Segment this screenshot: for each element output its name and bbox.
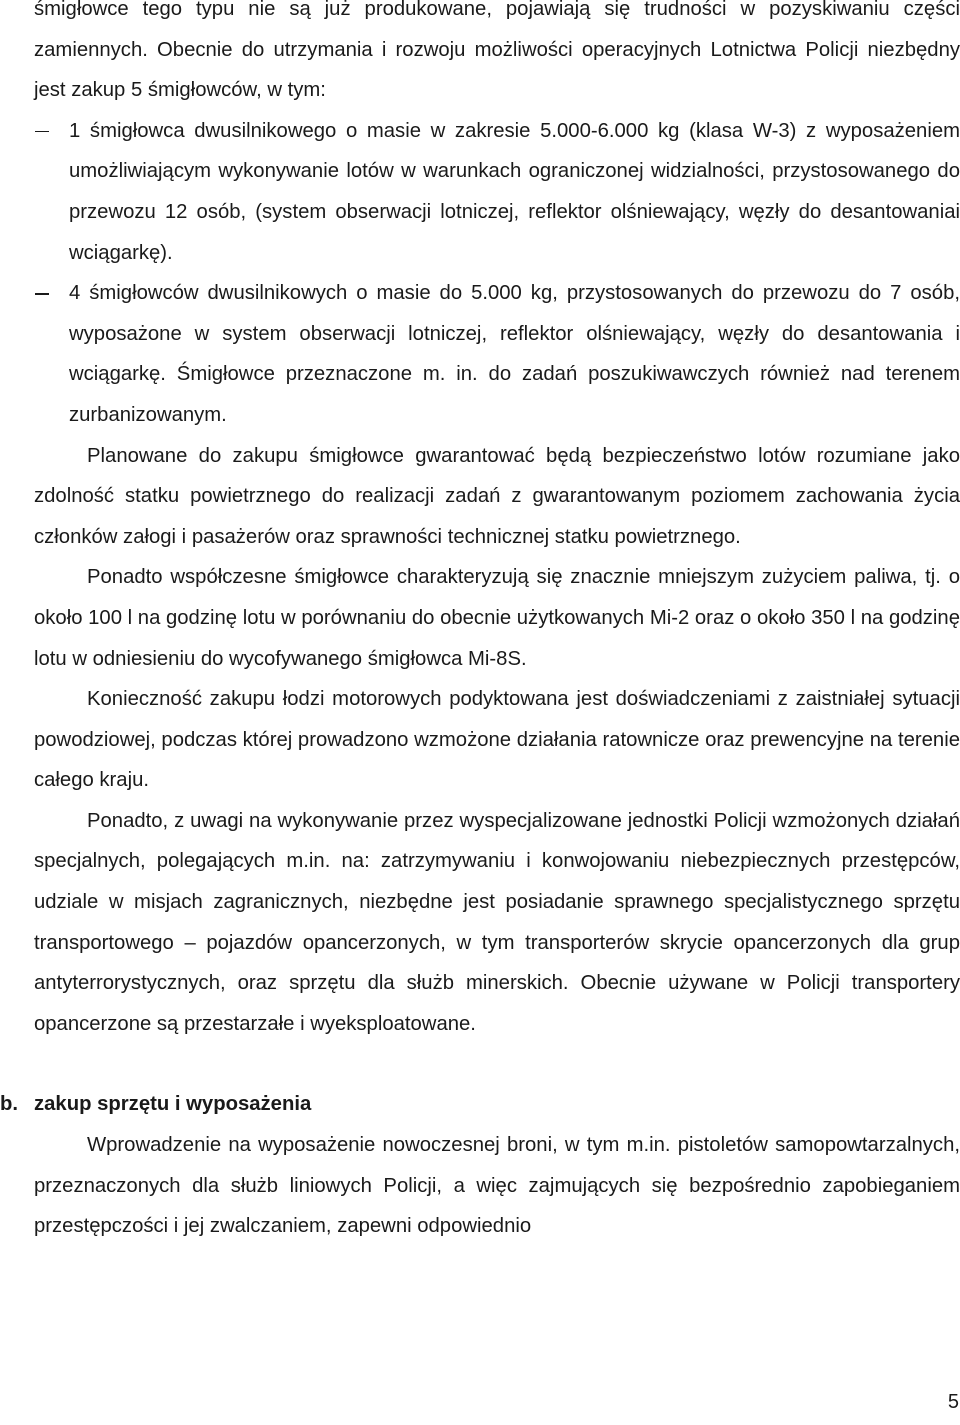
paragraph-weapons: Wprowadzenie na wyposażenie nowoczesnej broni, w tym m.in. pistoletów samopowtarzalnych, przeznaczonych dla służb liniowych Policji, a więc zajmujących się bezpośrednio zapobieganiem przestępczości i jej zwalczaniem, zapewni odpowiednio: [34, 1134, 960, 1238]
helicopter-list: [34, 111, 960, 436]
page-number: 5: [947, 1391, 959, 1413]
section-label: b.: [0, 1093, 19, 1116]
list-item-text: 4 śmigłowców dwusilnikowych o masie do 5.000 kg, przystosowanych do przewozu do 7 osób, wyposażone w system obserwacji lotniczej, reflektor olśniewający, węzły do desantowania i wciągarkę. Śmigłowce przeznaczone m. in. do zadań poszukiwawczych również nad terenem zurbanizowanym.: [69, 282, 960, 426]
paragraph-intro: śmigłowce tego typu nie są już produkowane, pojawiają się trudności w pozyskiwaniu części zamiennych. Obecnie do utrzymania i rozwoju możliwości operacyjnych Lotnictwa Policji niezbędny jest zakup 5 śmigłowców, w tym:: [34, 0, 960, 102]
section-heading-b: [0, 1084, 926, 1125]
paragraph-vehicles: Ponadto, z uwagi na wykonywanie przez wyspecjalizowane jednostki Policji wzmożonych działań specjalnych, polegających m.in. na: zatrzymywaniu i konwojowaniu niebezpiecznych przestępców, udziale w misjach zagranicznych, niezbędne jest posiadanie sprawnego specjalistycznego sprzętu transportowego – pojazdów opancerzonych, w tym transporterów skrycie opancerzonych dla grup antyterrorystycznych, oraz sprzętu dla służb minerskich. Obecnie używane w Policji transportery opancerzone są przestarzałe i wyeksploatowane.: [34, 809, 960, 1035]
list-item: [34, 111, 960, 273]
section-title: zakup sprzętu i wyposażenia: [34, 1093, 312, 1116]
paragraph-boats: Konieczność zakupu łodzi motorowych podyktowana jest doświadczeniami z zaistniałej sytuacji powodziowej, podczas której prowadzono wzmożone działania ratownicze oraz prewencyjne na terenie całego kraju.: [34, 688, 960, 792]
list-item-text: 1 śmigłowca dwusilnikowego o masie w zakresie 5.000-6.000 kg (klasa W-3) z wyposażeniem umożliwiającym wykonywanie lotów w warunkach ograniczonej widzialności, przystosowanego do przewozu 12 osób, (system obserwacji lotniczej, reflektor olśniewający, węzły do desantowaniai wciągarkę).: [69, 119, 960, 264]
paragraph-fuel: Ponadto współczesne śmigłowce charakteryzują się znacznie mniejszym zużyciem paliwa, tj. o około 100 l na godzinę lotu w porównaniu do obecnie użytkowanych Mi-2 oraz o około 350 l na godzinę lotu w odniesieniu do wycofywanego śmigłowca Mi-8S.: [34, 566, 960, 670]
list-item: [34, 273, 960, 435]
paragraph-safety: Planowane do zakupu śmigłowce gwarantować będą bezpieczeństwo lotów rozumiane jako zdolność statku powietrznego do realizacji zadań z gwarantowanym poziomem zachowania życia członków załogi i pasażerów oraz sprawności technicznej statku powietrznego.: [34, 444, 960, 548]
